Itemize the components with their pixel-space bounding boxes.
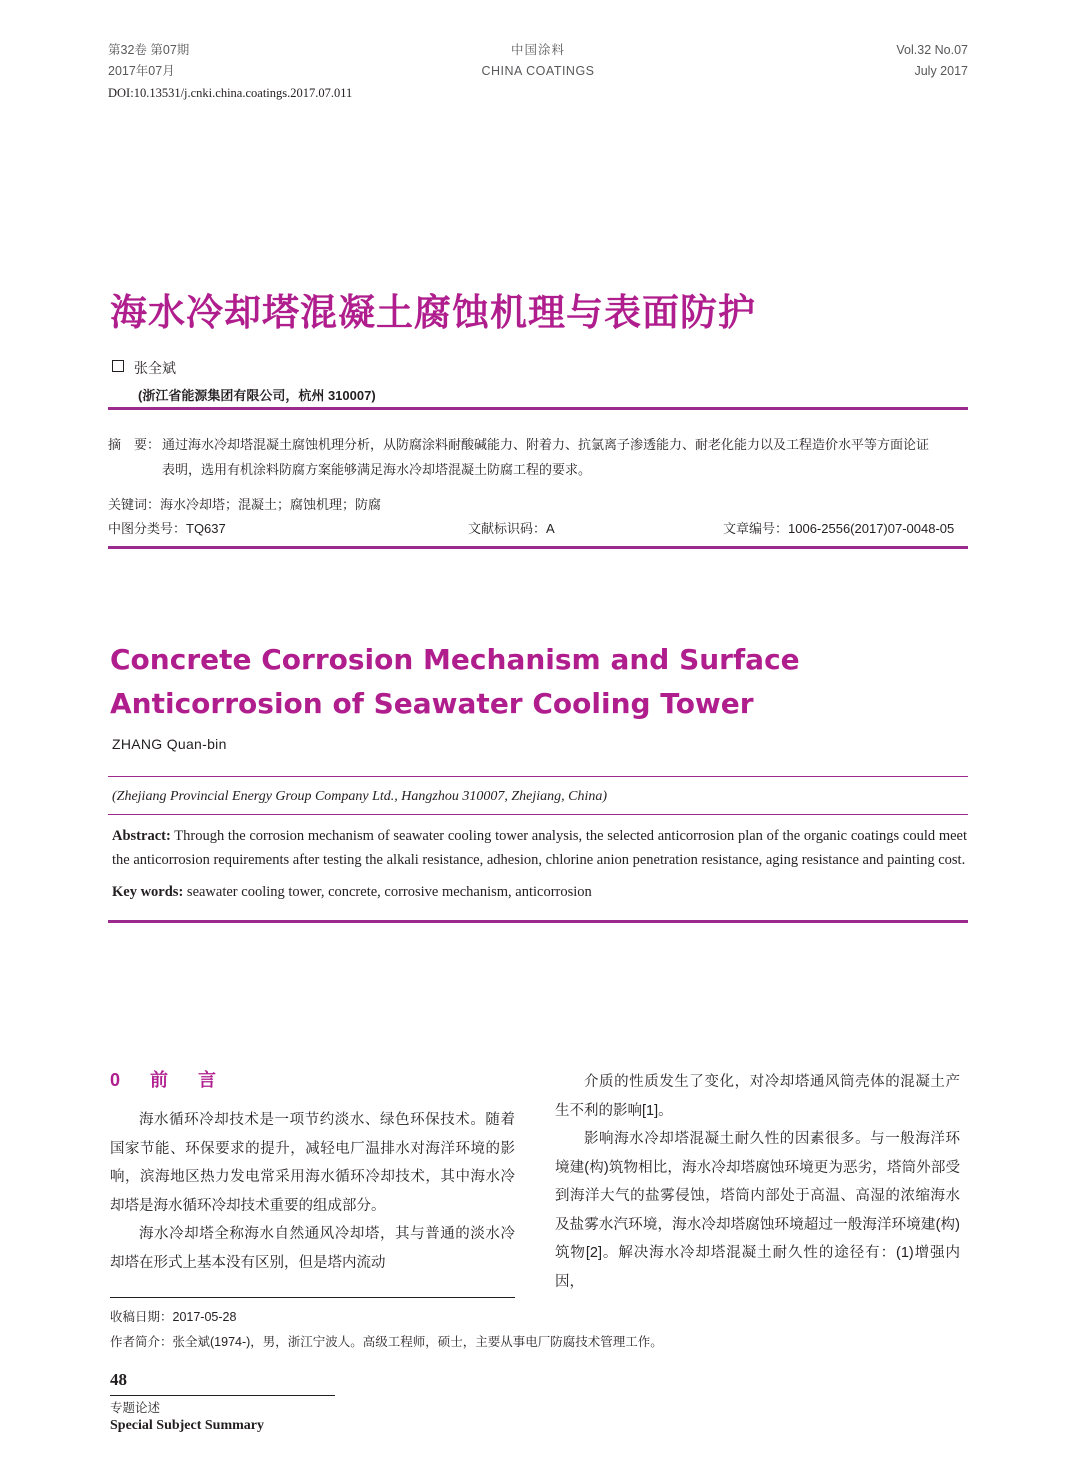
author-en: ZHANG Quan-bin xyxy=(112,736,227,752)
keywords-en xyxy=(112,880,967,904)
keywords-en-text: seawater cooling tower, concrete, corrosive mechanism, anticorrosion xyxy=(183,884,592,900)
paragraph: 介质的性质发生了变化，对冷却塔通风筒壳体的混凝土产生不利的影响[1]。 xyxy=(555,1074,960,1119)
abstract-cn xyxy=(108,432,968,482)
page-title-en: Concrete Corrosion Mechanism and Surface Anticorrosion of Seawater Cooling Tower xyxy=(110,643,800,720)
paragraph: 影响海水冷却塔混凝土耐久性的因素很多。与一般海洋环境建(构)筑物相比，海水冷却塔腐蚀环境更为恶劣，塔筒外部受到海洋大气的盐雾侵蚀，塔筒内部处于高温、高湿的浓缩海水及盐雾水汽环境，海水冷却塔腐蚀环境超过一般海洋环境建(构)筑物[2]。解决海水冷却塔混凝土耐久性的途径有：(1)增强内因， xyxy=(555,1131,960,1290)
abstract-en-text: Through the corrosion mechanism of seawater cooling tower analysis, the selected anticorrosion plan of the organic coatings could meet the anticorrosion requirements after testing the alkali resistance, adhesion, chlorine anion penetration resistance, aging resistance and painting cost. xyxy=(112,828,967,868)
divider-affil-bottom xyxy=(108,814,968,815)
date-en: July 2017 xyxy=(914,64,968,78)
volume-issue-cn: 第32卷 第07期 xyxy=(108,43,190,57)
column-label-en: Special Subject Summary xyxy=(110,1418,264,1433)
page-title-cn: 海水冷却塔混凝土腐蚀机理与表面防护 xyxy=(110,291,756,334)
page-number: 48 xyxy=(110,1370,127,1389)
article-id: 文章编号：1006-2556(2017)07-0048-05 xyxy=(723,521,955,536)
column-label-cn: 专题论述 xyxy=(110,1401,161,1415)
author-cn xyxy=(112,358,176,378)
divider-mid xyxy=(108,546,968,549)
keywords-cn: 关键词：海水冷却塔；混凝土；腐蚀机理；防腐 xyxy=(108,497,382,512)
paragraph: 海水循环冷却技术是一项节约淡水、绿色环保技术。随着国家节能、环保要求的提升，减轻电厂温排水对海洋环境的影响，滨海地区热力发电常采用海水循环冷却技术，其中海水冷却塔是海水循环冷却技术重要的组成部分。 xyxy=(110,1112,515,1214)
journal-name-en: CHINA COATINGS xyxy=(481,64,595,78)
divider-top xyxy=(108,407,968,410)
date-cn: 2017年07月 xyxy=(108,64,175,78)
body-column-right xyxy=(555,1068,960,1296)
author-bio: 作者简介：张全斌(1974-)，男，浙江宁波人。高级工程师，硕士，主要从事电厂防腐技术管理工作。 xyxy=(110,1335,663,1349)
abstract-en-label: Abstract: xyxy=(112,828,171,844)
doi-text: DOI:10.13531/j.cnki.china.coatings.2017.07.011 xyxy=(108,86,353,100)
section-heading: 0 前 言 xyxy=(110,1070,223,1090)
square-bullet-icon xyxy=(112,360,124,372)
divider-bottom xyxy=(108,920,968,923)
divider-affil-top xyxy=(108,776,968,777)
abstract-en xyxy=(112,824,967,872)
author-cn-name: 张全斌 xyxy=(134,360,176,376)
paragraph: 海水冷却塔全称海水自然通风冷却塔，其与普通的淡水冷却塔在形式上基本没有区别，但是塔内流动 xyxy=(110,1226,515,1271)
running-head-center xyxy=(408,40,668,82)
body-column-left xyxy=(110,1106,515,1277)
running-head-right xyxy=(896,40,968,82)
affiliation-en: (Zhejiang Provincial Energy Group Company Ltd., Hangzhou 310007, Zhejiang, China) xyxy=(112,789,608,804)
journal-name-cn: 中国涂料 xyxy=(510,43,565,57)
keywords-en-label: Key words: xyxy=(112,884,184,900)
volume-issue-en: Vol.32 No.07 xyxy=(896,43,968,57)
abstract-cn-label: 摘 要： xyxy=(108,437,161,452)
footnote-rule xyxy=(110,1297,515,1298)
abstract-cn-text: 通过海水冷却塔混凝土腐蚀机理分析，从防腐涂料耐酸碱能力、附着力、抗氯离子渗透能力、耐老化能力以及工程造价水平等方面论证表明，选用有机涂料防腐方案能够满足海水冷却塔混凝土防腐工程的要求。 xyxy=(162,437,930,477)
affiliation-cn: (浙江省能源集团有限公司，杭州 310007) xyxy=(138,388,376,403)
received-date: 收稿日期：2017-05-28 xyxy=(110,1310,237,1324)
document-code: 文献标识码：A xyxy=(468,521,555,536)
footnote-block xyxy=(110,1305,870,1355)
footer-rule xyxy=(110,1395,335,1396)
running-head xyxy=(108,40,968,84)
running-head-left xyxy=(108,40,189,82)
clc-number: 中图分类号：TQ637 xyxy=(108,521,226,536)
